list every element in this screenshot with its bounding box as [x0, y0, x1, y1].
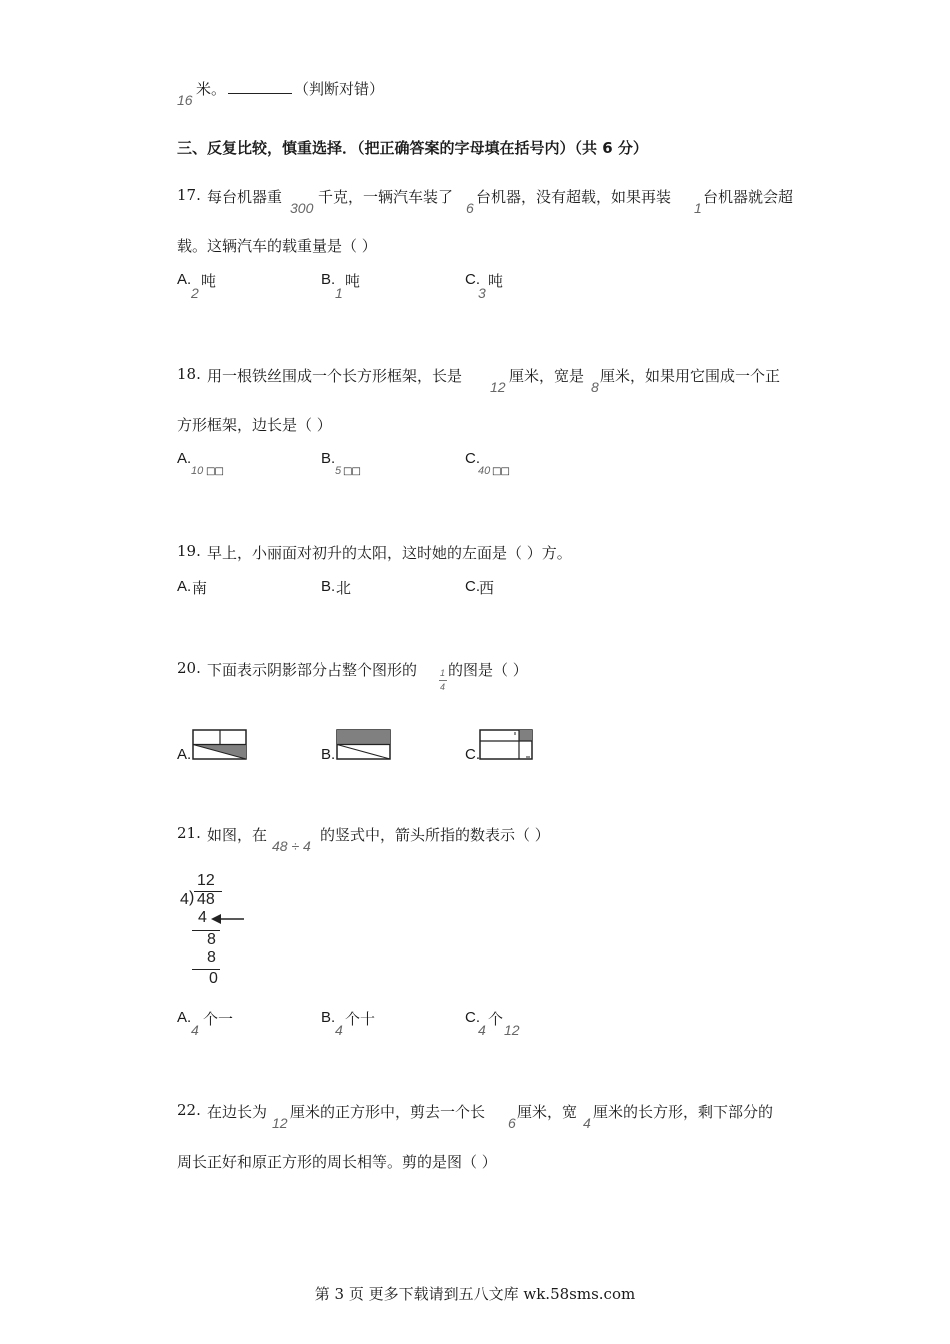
q20-text-2: 的图是（ ）: [448, 661, 528, 679]
q19-option-c-text: 西: [479, 579, 495, 597]
q21-option-c-math2: 12: [504, 1022, 520, 1038]
math-48-div-4: 48 ÷ 4: [272, 838, 311, 854]
q16-tail-unit: 米。: [196, 80, 227, 98]
q19-option-a[interactable]: A.: [177, 578, 192, 595]
q18-option-b-math: 5: [335, 465, 342, 477]
q17-option-c-text: 吨: [488, 272, 504, 290]
q17-option-c[interactable]: C.: [465, 271, 480, 288]
q17-text-line2: 载。这辆汽车的载重量是（ ）: [177, 237, 377, 255]
math-6-length: 6: [508, 1115, 516, 1131]
q20-option-a[interactable]: A.: [177, 746, 192, 763]
q19-text: 早上，小丽面对初升的太阳，这时她的左面是（ ）方。: [207, 544, 572, 562]
q18-text-3: 厘米，如果用它围成一个正: [600, 367, 781, 385]
arrow-icon: [211, 913, 245, 925]
q22-text-1: 在边长为: [207, 1103, 268, 1121]
q19-option-a-text: 南: [192, 579, 208, 597]
q21-text-1: 如图，在: [207, 826, 268, 844]
section-title: 三、反复比较，慎重选择．（把正确答案的字母填在括号内）（共 6 分）: [177, 139, 648, 157]
q22-text-3: 厘米，宽: [517, 1103, 578, 1121]
q22-text-line2: 周长正好和原正方形的周长相等。剪的是图（ ）: [177, 1153, 497, 1171]
q17-option-b[interactable]: B.: [321, 271, 336, 288]
q21-option-a-math: 4: [191, 1022, 199, 1038]
q21-option-a[interactable]: A.: [177, 1009, 192, 1026]
q17-number: 17.: [177, 186, 201, 204]
q21-option-c[interactable]: C.: [465, 1009, 480, 1026]
q18-option-a-unit-glyph: □□: [206, 466, 223, 477]
q17-option-b-text: 吨: [345, 272, 361, 290]
q18-option-a[interactable]: A.: [177, 450, 192, 467]
q19-option-b[interactable]: B.: [321, 578, 336, 595]
frac-bar: [439, 680, 447, 681]
q21-number: 21.: [177, 824, 201, 842]
q22-text-4: 厘米的长方形，剩下部分的: [593, 1103, 774, 1121]
q20-text-1: 下面表示阴影部分占整个图形的: [207, 661, 418, 679]
math-12-side: 12: [272, 1115, 288, 1131]
div-quotient: 12: [197, 872, 215, 889]
q17-option-a-text: 吨: [201, 272, 217, 290]
math-16: 16: [177, 92, 193, 108]
q17-text-2: 千克，一辆汽车装了: [318, 188, 454, 206]
math-1: 1: [694, 200, 702, 216]
q20-option-c[interactable]: C.: [465, 746, 480, 763]
q17-text-1: 每台机器重: [207, 188, 283, 206]
page-footer: 第 3 页 更多下载请到五八文库 wk.58sms.com: [314, 1285, 636, 1303]
div-dividend: 48: [197, 891, 215, 908]
q21-option-b-math: 4: [335, 1022, 343, 1038]
q20-number: 20.: [177, 659, 201, 677]
q21-option-c-text: 个: [488, 1010, 504, 1028]
q19-number: 19.: [177, 542, 201, 560]
answer-blank[interactable]: [228, 81, 292, 94]
q20-option-b[interactable]: B.: [321, 746, 336, 763]
q18-text-line2: 方形框架，边长是（ ）: [177, 416, 332, 434]
q18-option-c-unit-glyph: □□: [492, 466, 509, 477]
math-4-width: 4: [583, 1115, 591, 1131]
q17-option-a-math: 2: [191, 285, 199, 301]
q22-text-2: 厘米的正方形中，剪去一个长: [290, 1103, 486, 1121]
q16-tail-text: [196, 78, 384, 99]
q21-option-a-text: 个一: [203, 1010, 234, 1028]
q19-option-c[interactable]: C.: [465, 578, 480, 595]
q21-text-2: 的竖式中，箭头所指的数表示（ ）: [320, 826, 550, 844]
div-step2: 8: [207, 931, 216, 948]
math-8: 8: [591, 379, 599, 395]
q20-figure-a: [192, 729, 248, 761]
div-bracket: ): [189, 889, 195, 906]
q17-text-3: 台机器，没有超载，如果再装: [476, 188, 672, 206]
q17-text-4: 台机器就会超: [703, 188, 794, 206]
q18-option-a-math: 10: [191, 465, 204, 477]
q19-option-b-text: 北: [336, 579, 352, 597]
q22-number: 22.: [177, 1101, 201, 1119]
div-step1: 4: [198, 909, 207, 926]
q17-option-b-math: 1: [335, 285, 343, 301]
div-remainder: 0: [209, 970, 218, 987]
q20-figure-c: [479, 729, 535, 761]
q21-option-c-math: 4: [478, 1022, 486, 1038]
frac-numerator: 1: [440, 668, 446, 678]
math-12: 12: [490, 379, 506, 395]
math-6: 6: [466, 200, 474, 216]
q18-text-2: 厘米，宽是: [509, 367, 585, 385]
q18-option-c[interactable]: C.: [465, 450, 480, 467]
q18-option-b[interactable]: B.: [321, 450, 336, 467]
div-divisor: 4: [180, 891, 189, 908]
div-step3: 8: [207, 949, 216, 966]
q18-number: 18.: [177, 365, 201, 383]
q18-option-c-math: 40: [478, 465, 491, 477]
q21-option-b-text: 个十: [345, 1010, 376, 1028]
q18-text-1: 用一根铁丝围成一个长方形框架，长是: [207, 367, 463, 385]
long-division-figure: [178, 870, 250, 988]
q21-option-b[interactable]: B.: [321, 1009, 336, 1026]
q17-option-a[interactable]: A.: [177, 271, 192, 288]
math-300: 300: [290, 200, 314, 216]
q16-judge-label: （判断对错）: [294, 80, 385, 98]
q20-figure-b: [336, 729, 392, 761]
q18-option-b-unit-glyph: □□: [343, 466, 360, 477]
q17-option-c-math: 3: [478, 285, 486, 301]
frac-denominator: 4: [440, 682, 446, 692]
